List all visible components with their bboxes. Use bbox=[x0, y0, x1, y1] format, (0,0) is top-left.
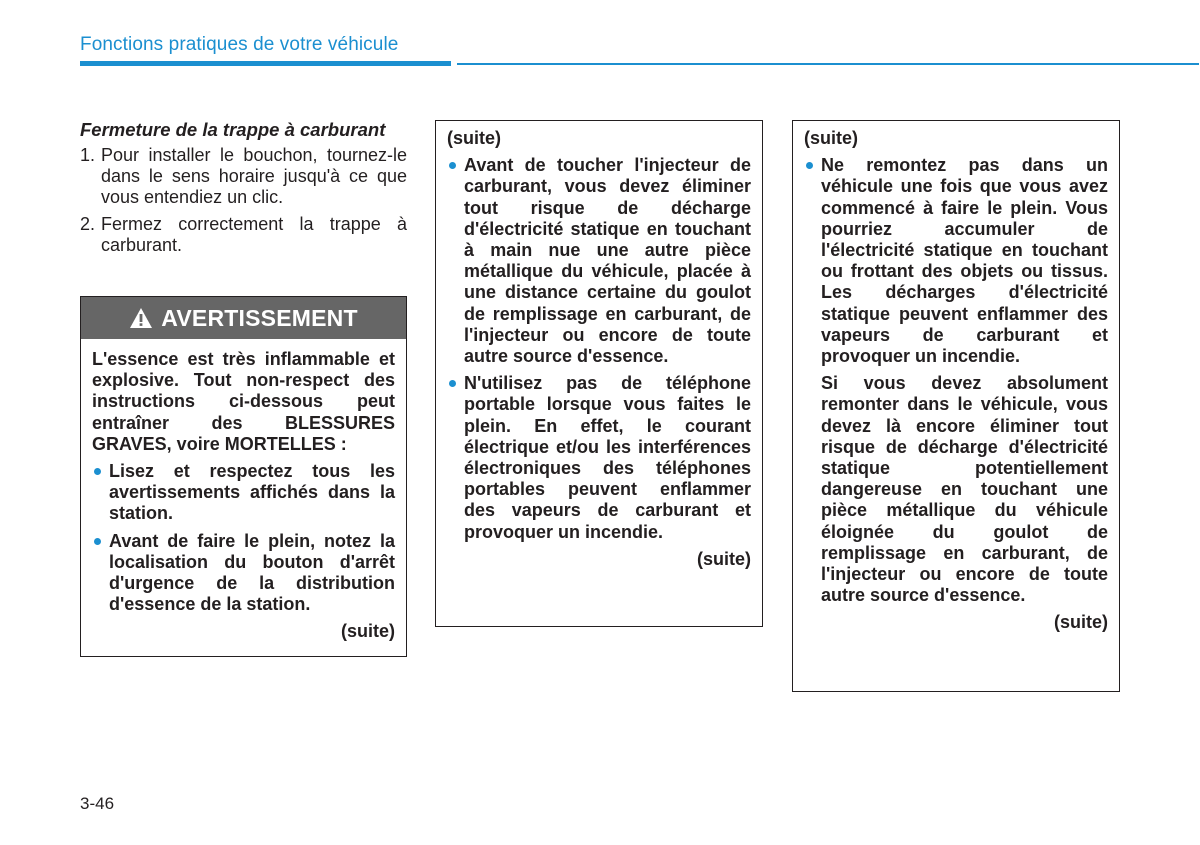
instruction-step bbox=[80, 214, 407, 256]
continued-label: (suite) bbox=[804, 128, 858, 148]
header-rule-thick bbox=[80, 61, 451, 66]
warning-triangle-icon bbox=[129, 307, 153, 329]
bullet-dot-icon bbox=[94, 538, 101, 545]
warning-paragraph: Si vous devez absolument remonter dans le véhicule, vous devez là encore éliminer tout risque de décharge d'électricité statique potentiellement dangereuse en touchant une pièce métallique du véhicule éloignée du goulot de remplissage en carburant, de l'injecteur ou encore de toute autre source d'essence. bbox=[821, 373, 1108, 606]
instruction-step bbox=[80, 145, 407, 209]
bullet-text: Avant de faire le plein, notez la localisation du bouton d'arrêt d'urgence de la distribution d'essence de la station. bbox=[109, 530, 395, 615]
warning-bullet bbox=[447, 155, 751, 367]
step-text: Fermez correctement la trappe à carburant. bbox=[101, 213, 407, 255]
step-number: 1. bbox=[80, 145, 96, 165]
bullet-dot-icon bbox=[806, 162, 813, 169]
bullet-text: Lisez et respectez tous les avertissements affichés dans la station. bbox=[109, 461, 395, 524]
warning-bullet bbox=[447, 373, 751, 543]
warning-continued-box-3 bbox=[792, 120, 1120, 692]
step-number: 2. bbox=[80, 213, 96, 234]
continued-label: (suite) bbox=[1054, 612, 1108, 633]
header-rule-thin bbox=[457, 63, 1199, 65]
bullet-text: Avant de toucher l'injecteur de carburant, vous devez éliminer tout risque de décharge d'électricité statique en touchant à main nue une autre pièce métallique du véhicule, placée à une distance certaine du goulot de remplissage en carburant, de l'injecteur ou encore de toute autre source d'essence. bbox=[464, 155, 751, 367]
page-number: 3-46 bbox=[80, 794, 115, 813]
warning-bullet bbox=[92, 531, 395, 616]
bullet-text: N'utilisez pas de téléphone portable lorsque vous faites le plein. En effet, le courant électrique et/ou les interférences électroniques des téléphones portables peuvent enflammer des vapeurs de carburant et provoquer un incendie. bbox=[464, 373, 751, 542]
warning-title: AVERTISSEMENT bbox=[161, 304, 358, 331]
continued-label: (suite) bbox=[341, 621, 395, 642]
page-header-title: Fonctions pratiques de votre véhicule bbox=[80, 34, 399, 55]
bullet-dot-icon bbox=[449, 380, 456, 387]
warning-bullet bbox=[804, 155, 1108, 367]
warning-bullet bbox=[92, 461, 395, 525]
warning-box bbox=[80, 296, 407, 657]
warning-body bbox=[81, 339, 406, 643]
continued-label: (suite) bbox=[697, 548, 751, 569]
step-text: Pour installer le bouchon, tournez-le dans le sens horaire jusqu'à ce que vous entendiez un clic. bbox=[101, 145, 407, 208]
bullet-dot-icon bbox=[449, 162, 456, 169]
instruction-list bbox=[80, 145, 407, 256]
warning-header bbox=[81, 297, 406, 339]
bullet-dot-icon bbox=[94, 468, 101, 475]
fuel-door-section bbox=[80, 119, 407, 261]
continued-label: (suite) bbox=[447, 128, 501, 148]
section-title: Fermeture de la trappe à carburant bbox=[80, 119, 386, 140]
bullet-text: Ne remontez pas dans un véhicule une fois que vous avez commencé à faire le plein. Vous pourriez accumuler de l'électricité statique en touchant ou frottant des objets ou tissus. Les décharges d'électricité statique peuvent enflammer des vapeurs de carburant et provoquer un incendie. bbox=[821, 155, 1108, 367]
warning-continued-box-2 bbox=[435, 120, 763, 627]
warning-intro: L'essence est très inflammable et explosive. Tout non-respect des instructions ci-dessous peut entraîner des BLESSURES GRAVES, voire MORTELLES : bbox=[92, 349, 395, 454]
